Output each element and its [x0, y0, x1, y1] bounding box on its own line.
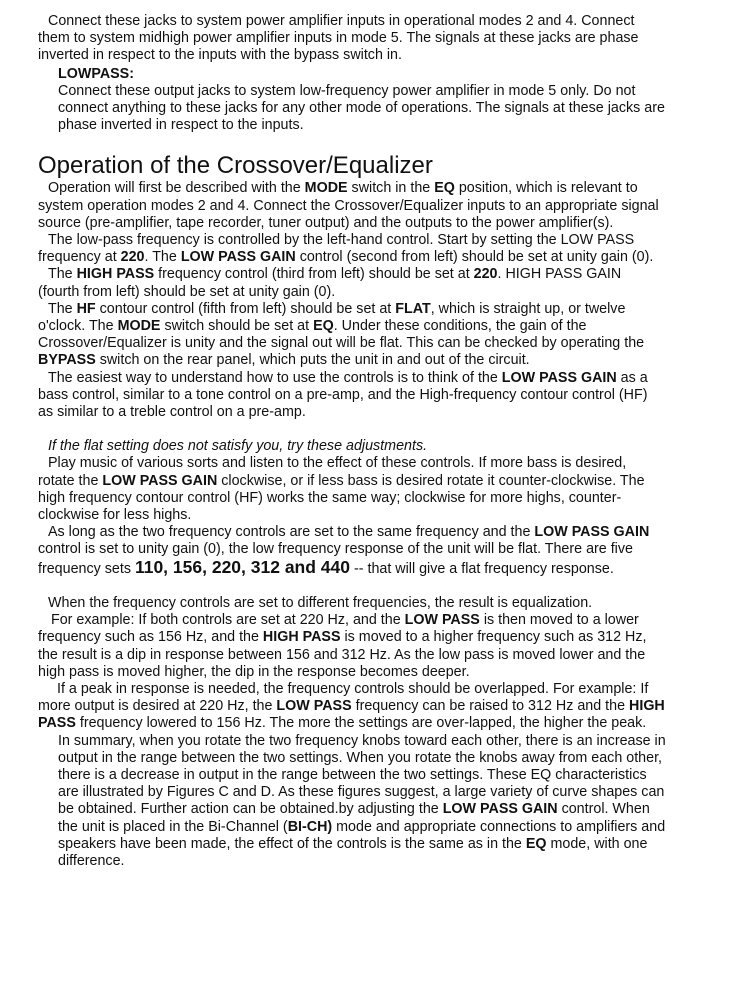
paragraph-12	[38, 733, 666, 871]
text-run: is then moved to a lower frequency such as 156 Hz, and the	[38, 612, 639, 646]
text-run: LOW PASS GAIN	[102, 472, 218, 489]
text-run: The easiest way to understand how to use the controls is to think of the	[48, 369, 502, 386]
paragraph-2	[38, 232, 666, 266]
text-run: Connect these output jacks to system low-frequency power amplifier in mode 5 only. Do not connect anything to these jacks for any other mode of operations. The signals at these jacks are phase inverted in respect to the inputs.	[58, 82, 665, 134]
text-run: control (second from left) should be set at unity gain (0).	[295, 249, 654, 266]
text-run: LOW PASS GAIN	[442, 801, 558, 818]
text-run: Play music of various sorts and listen to the effect of these controls. If more bass is desired, rotate the	[38, 455, 627, 489]
text-run: is moved to a higher frequency such as 312 Hz, the result is a dip in response between 156 and 312 Hz. As the low pass is moved lower and the high pass is moved higher, the dip in the response becomes deeper.	[38, 629, 647, 680]
text-run: LOW PASS GAIN	[180, 249, 296, 266]
section-heading: Operation of the Crossover/Equalizer	[38, 152, 433, 180]
text-run: LOW PASS GAIN	[501, 369, 617, 386]
spacer	[38, 421, 666, 438]
text-run: When the frequency controls are set to different frequencies, the result is equalization.	[48, 594, 593, 611]
text-run: BI-CH)	[287, 818, 333, 835]
paragraph-11	[38, 681, 666, 733]
paragraph-9	[38, 595, 666, 612]
text-run: contour control (fifth from left) should be set at	[95, 300, 396, 317]
text-run: BYPASS	[38, 352, 96, 369]
text-run: HIGH PASS	[76, 266, 155, 283]
text-run: EQ	[434, 180, 455, 197]
text-run: HF	[76, 300, 96, 317]
text-run: control is set to unity gain (0), the low frequency response of the unit will be flat. There are five frequency sets	[38, 541, 633, 577]
text-run: EQ	[313, 318, 334, 335]
paragraph-lowpass	[38, 83, 666, 135]
paragraph-7	[38, 455, 666, 524]
spacer	[38, 578, 666, 595]
text-run: . HIGH PASS GAIN (fourth from left) should be set at unity gain (0).	[38, 266, 622, 300]
text-run: 110, 156, 220, 312 and 440	[134, 556, 350, 577]
text-run: Operation will first be described with the	[48, 180, 305, 197]
text-run: mode and appropriate connections to amplifiers and speakers have been made, the effect of the controls is the same as in the	[58, 818, 666, 852]
text-run: switch should be set at	[160, 318, 314, 335]
text-run: If a peak in response is needed, the frequency controls should be overlapped. For example: If more output is desired at 220 Hz, the	[38, 680, 649, 715]
text-run: frequency control (third from left) should be set at	[154, 266, 474, 283]
text-run: frequency lowered to 156 Hz. The more the settings are over-lapped, the higher the peak.	[75, 715, 647, 732]
text-run: position, which is relevant to system operation modes 2 and 4. Connect the Crossover/Equalizer inputs to an appropriate signal source (pre-amplifier, tape recorder, tuner output) and the outputs to the power amplifier(s).	[38, 180, 659, 231]
text-run: switch on the rear panel, which puts the unit in and out of the circuit.	[95, 352, 530, 369]
paragraph-3	[38, 266, 666, 300]
text-run: FLAT	[395, 300, 431, 317]
document-page	[38, 13, 666, 870]
text-run: switch in the	[347, 180, 435, 197]
lowpass-heading: LOWPASS:	[58, 65, 134, 82]
text-run: In summary, when you rotate the two frequency knobs toward each other, there is an increase in output in the range between the two settings. When you rotate the knobs away from each other, there is a decrease in output in the range between the two settings. These EQ characteristics are illustrated by Figures C and D. As these figures suggest, a large variety of curve shapes can be obtained. Further action can be obtained.by adjusting the	[58, 732, 666, 818]
text-run: mode, with one difference.	[58, 835, 648, 869]
text-run: frequency can be raised to 312 Hz and the	[351, 698, 630, 715]
text-run: 220	[120, 249, 145, 266]
text-run: EQ	[525, 835, 547, 852]
text-run: . The	[144, 249, 181, 266]
text-run: LOW PASS	[276, 698, 352, 715]
text-run: The	[48, 300, 77, 317]
text-run: Connect these jacks to system power amplifier inputs in operational modes 2 and 4. Connect them to system midhigh power amplifier inputs in mode 5. The signals at these jacks are phase inverted in respect to the inputs with the bypass switch in.	[38, 13, 639, 64]
text-run: The	[48, 266, 77, 283]
paragraph-4	[38, 301, 666, 370]
paragraph-6	[38, 438, 666, 455]
text-run: MODE	[117, 318, 161, 335]
text-run: -- that will give a flat frequency response.	[350, 560, 614, 577]
text-run: control. When the unit is placed in the Bi-Channel (	[58, 801, 650, 835]
text-run: as a bass control, similar to a tone control on a pre-amp, and the High-frequency contour control (HF) as similar to a treble control on a pre-amp.	[38, 369, 648, 421]
text-run: The low-pass frequency is controlled by the left-hand control. Start by setting the LOW PASS frequency at	[38, 232, 635, 266]
text-run: As long as the two frequency controls are set to the same frequency and the	[48, 524, 535, 541]
text-run: HIGH PASS	[38, 698, 665, 732]
text-run: If the flat setting does not satisfy you, try these adjustments.	[48, 438, 428, 455]
paragraph-1	[38, 180, 666, 232]
text-run: LOW PASS GAIN	[534, 524, 650, 541]
text-run: MODE	[304, 180, 348, 197]
paragraph-intro	[38, 13, 666, 65]
paragraph-8	[38, 524, 666, 578]
text-run: LOW PASS	[404, 612, 480, 629]
text-run: 220	[473, 266, 498, 283]
paragraph-10	[38, 612, 666, 681]
text-run: For example: If both controls are set at 220 Hz, and the	[51, 612, 405, 629]
paragraph-5	[38, 370, 666, 422]
text-run: , which is straight up, or twelve o'clock. The	[38, 300, 626, 335]
text-run: HIGH PASS	[262, 629, 341, 646]
text-run: . Under these conditions, the gain of the Crossover/Equalizer is unity and the signal out will be flat. This can be checked by operating the	[38, 318, 645, 352]
text-run: clockwise, or if less bass is desired rotate it counter-clockwise. The high frequency contour control (HF) works the same way; clockwise for more highs, counter-clockwise for less highs.	[38, 472, 645, 524]
